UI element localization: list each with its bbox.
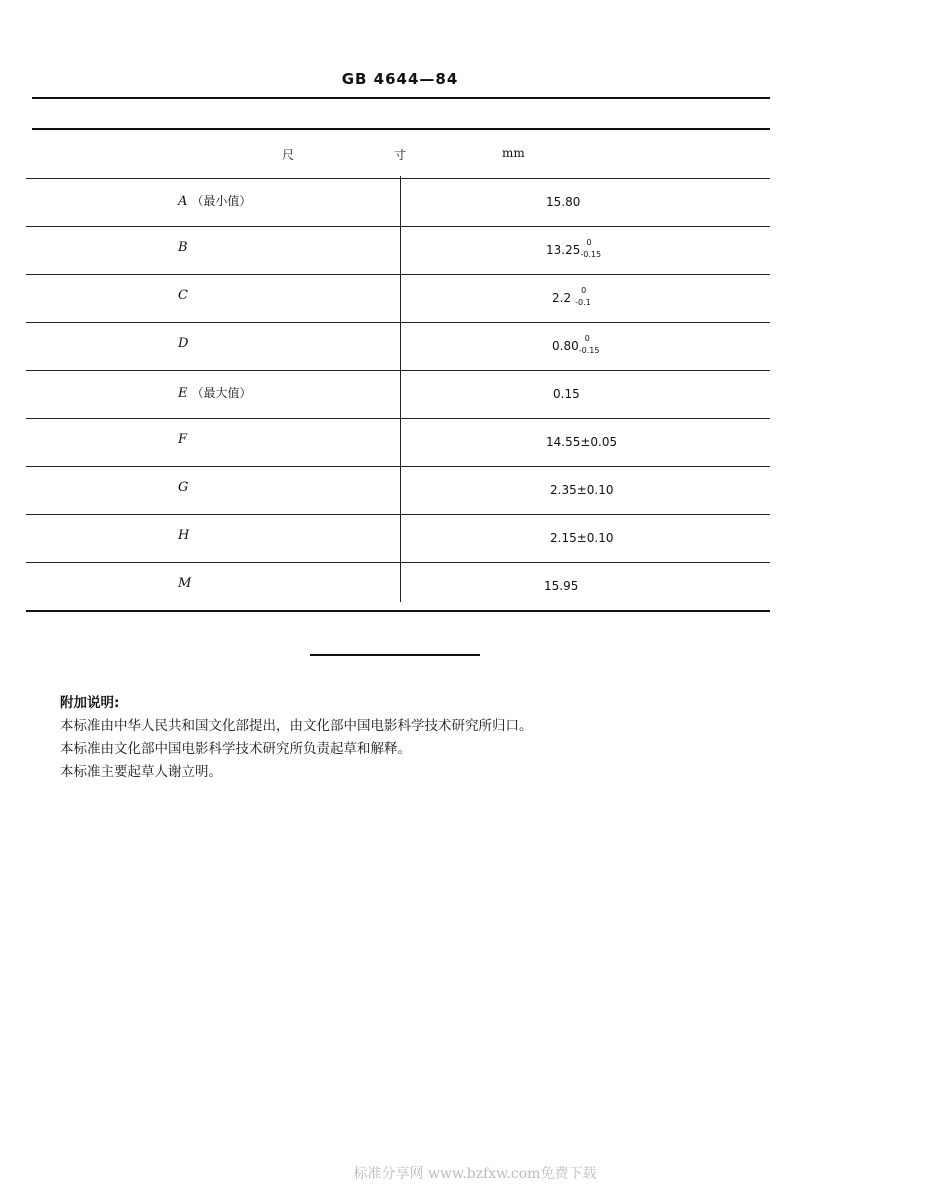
dimension-value: 2.15±0.10 (550, 531, 614, 545)
header-char-1: 尺 (282, 148, 295, 162)
dimension-value: 2.2 (552, 291, 572, 305)
table-column-divider (400, 176, 401, 602)
table-row (26, 514, 770, 562)
dimension-note: （最大值） (191, 386, 252, 400)
dimension-value: 15.80 (546, 195, 581, 209)
dimension-letter: M (178, 576, 192, 591)
additional-notes (60, 692, 533, 784)
table-row (26, 178, 770, 226)
header-char-2: 寸 (394, 148, 407, 162)
document-code: GB 4644—84 (341, 70, 459, 88)
dimension-letter: G (178, 480, 189, 495)
tolerance-upper: 0 (586, 237, 592, 247)
dimension-letter: D (178, 336, 189, 351)
table-row (26, 562, 770, 612)
notes-line: 本标准由文化部中国电影科学技术研究所负责起草和解释。 (60, 741, 411, 757)
tolerance-upper: 0 (581, 285, 587, 295)
notes-title: 附加说明: (60, 695, 120, 711)
dimension-letter: C (178, 288, 188, 303)
dimension-value: 15.95 (544, 579, 579, 593)
tolerance-lower: -0.15 (580, 249, 602, 259)
tolerance-lower: -0.1 (575, 297, 591, 307)
dimension-note: （最小值） (191, 194, 252, 208)
table-row (26, 370, 770, 418)
dimension-value-cell (546, 237, 604, 259)
dimension-value: 14.55±0.05 (546, 435, 618, 449)
notes-line: 本标准由中华人民共和国文化部提出，由文化部中国电影科学技术研究所归口。 (60, 718, 533, 734)
dimension-letter: E (178, 386, 188, 401)
table-row (26, 322, 770, 370)
tolerance (580, 237, 604, 259)
table-row (26, 418, 770, 466)
header-unit: mm (502, 146, 525, 160)
dimension-value-cell (552, 333, 603, 355)
dimension-value: 13.25 (546, 243, 581, 257)
dimension-value: 2.35±0.10 (550, 483, 614, 497)
tolerance (575, 285, 599, 307)
tolerance-upper: 0 (584, 333, 590, 343)
table-row (26, 274, 770, 322)
dimension-letter: H (178, 528, 190, 543)
table-header (30, 140, 770, 170)
tolerance-lower: -0.15 (578, 345, 600, 355)
dimension-letter: F (178, 432, 188, 447)
end-of-table-rule (310, 654, 480, 656)
dimension-table (26, 178, 770, 612)
watermark-footer: 标准分享网 www.bzfxw.com免费下载 (353, 1166, 597, 1182)
tolerance (578, 333, 603, 355)
notes-line: 本标准主要起草人谢立明。 (60, 764, 222, 780)
dimension-value: 0.15 (553, 387, 580, 401)
header-rule (32, 97, 770, 99)
dimension-letter: B (178, 240, 188, 255)
dimension-letter: A (178, 194, 188, 209)
table-row (26, 226, 770, 274)
table-row (26, 466, 770, 514)
dimension-value: 0.80 (552, 339, 579, 353)
dimension-value-cell (552, 285, 599, 307)
table-top-rule (32, 128, 770, 130)
